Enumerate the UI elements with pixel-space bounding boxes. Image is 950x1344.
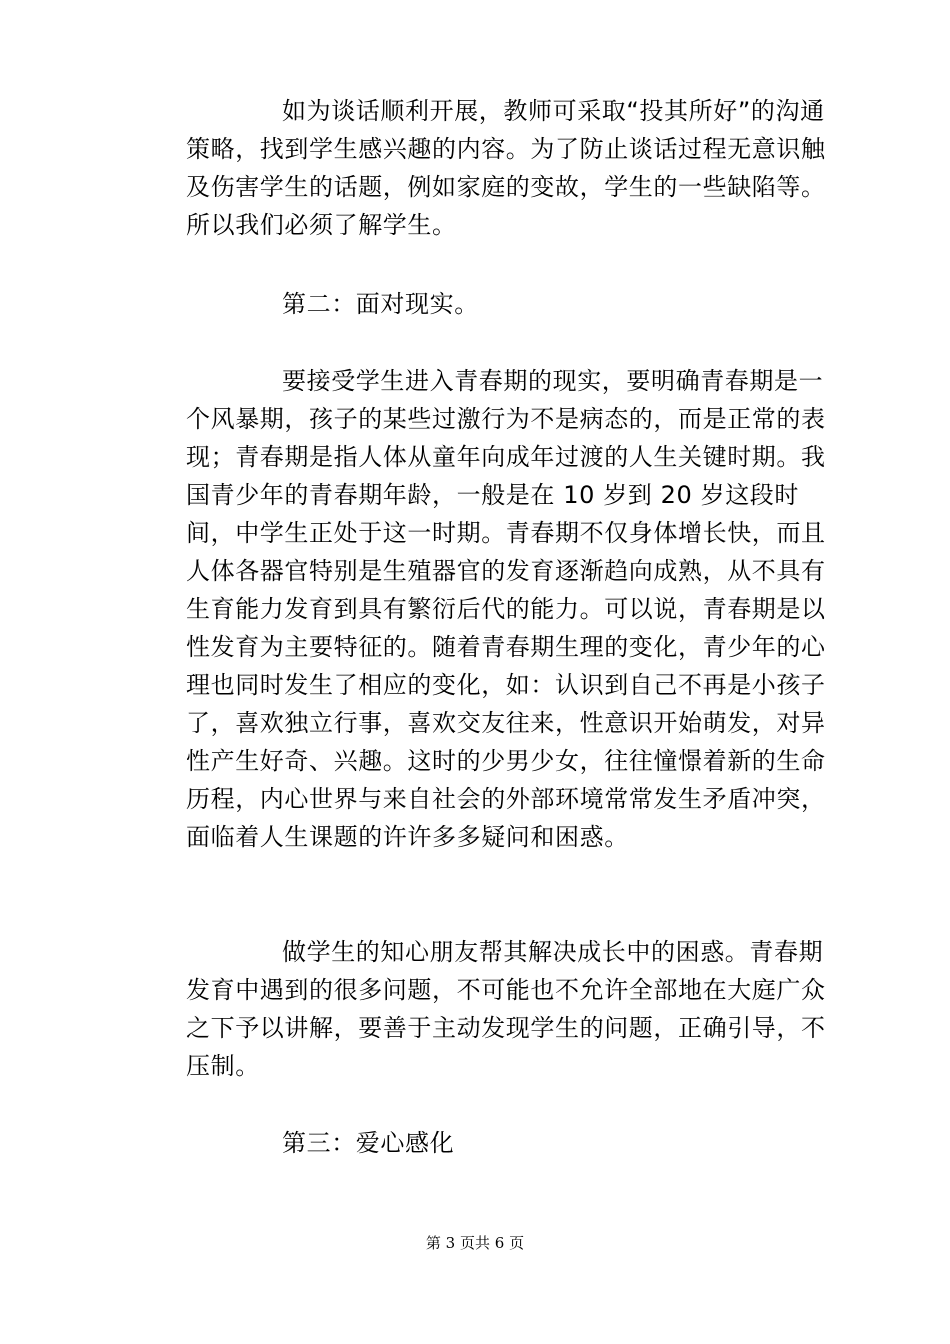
- page-footer: [0, 1232, 950, 1253]
- paragraph-communication-strategy: 如为谈话顺利开展，教师可采取“投其所好”的沟通策略，找到学生感兴趣的内容。为了防止谈话过程无意识触及伤害学生的话题，例如家庭的变故，学生的一些缺陷等。所以我们必须了解学生。: [186, 97, 826, 239]
- section-heading-face-reality: 第二：面对现实。: [282, 290, 479, 318]
- page-number-label: 第 3 页共 6 页: [425, 1234, 525, 1252]
- section-heading-love-influence: 第三：爱心感化: [282, 1129, 455, 1157]
- paragraph-adolescence: 要接受学生进入青春期的现实，要明确青春期是一个风暴期，孩子的某些过激行为不是病态的，而是正常的表现；青春期是指人体从童年向成年过渡的人生关键时期。我国青少年的青春期年龄，一般是在 10 岁到 20 岁这段时间，中学生正处于这一时期。青春期不仅身体增长快，而且人体各器官特别是生殖器官的发育逐渐趋向成熟，从不具有生育能力发育到具有繁衍后代的能力。可以说，青春期是以性发育为主要特征的。随着青春期生理的变化，青少年的心理也同时发生了相应的变化，如：认识到自己不再是小孩子了，喜欢独立行事，喜欢交友往来，性意识开始萌发，对异性产生好奇、兴趣。这时的少男少女，往往憧憬着新的生命历程，内心世界与来自社会的外部环境常常发生矛盾冲突，面临着人生课题的许许多多疑问和困惑。: [186, 367, 826, 851]
- paragraph-be-a-friend: 做学生的知心朋友帮其解决成长中的困惑。青春期发育中遇到的很多问题，不可能也不允许全部地在大庭广众之下予以讲解，要善于主动发现学生的问题，正确引导，不压制。: [186, 938, 826, 1080]
